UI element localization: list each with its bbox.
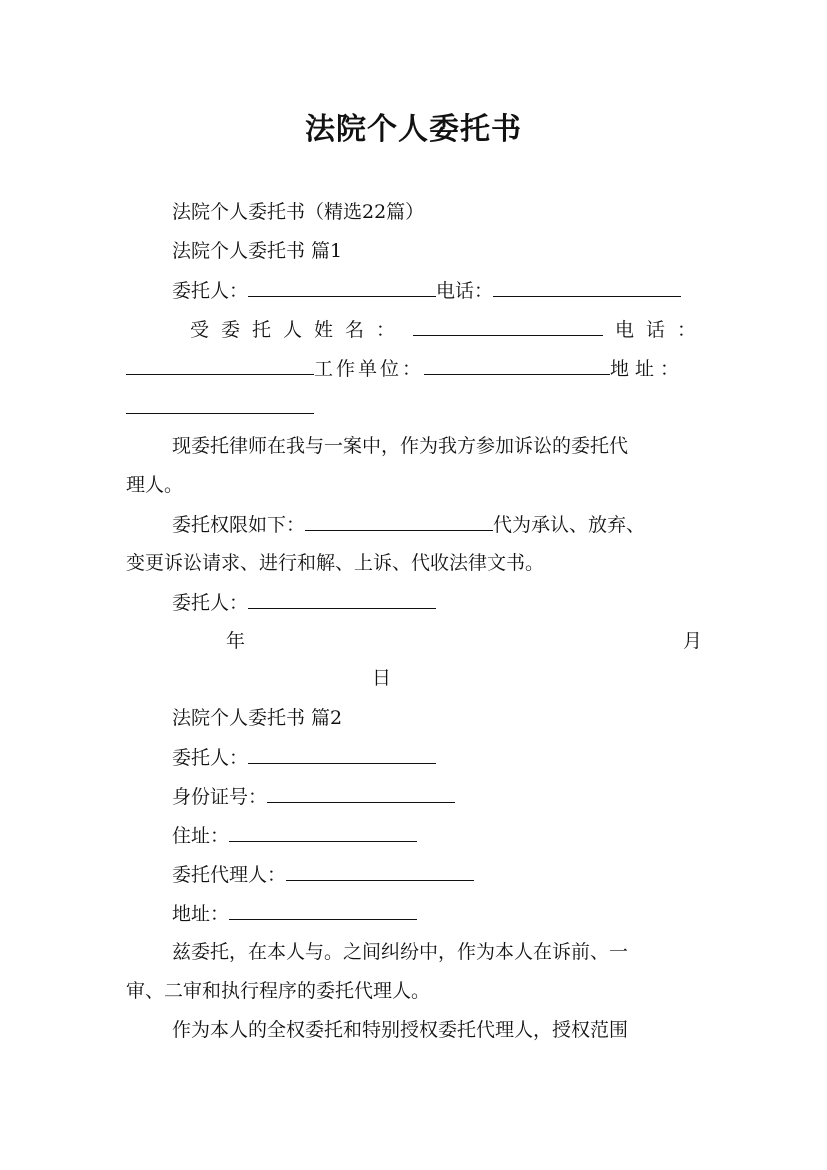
scope-text: 代为承认、放弃、 <box>493 514 646 536</box>
day-label: 日 <box>372 667 392 689</box>
agent-blank <box>286 862 474 881</box>
month-label: 月 <box>682 630 702 652</box>
phone-blank <box>493 278 681 297</box>
residence-blank <box>229 823 417 842</box>
work-unit-blank <box>424 356 610 375</box>
phone-label: 电话： <box>436 280 494 302</box>
date-line <box>226 629 702 653</box>
scope-line <box>172 512 702 537</box>
agent-label: 委托代理人： <box>172 864 287 886</box>
s2-address-label: 地址： <box>172 903 230 925</box>
address-blank <box>126 395 314 414</box>
scope-continuation: 变更诉讼请求、进行和解、上诉、代收法律文书。 <box>126 552 545 574</box>
sign-line <box>172 590 702 615</box>
document-subtitle: 法院个人委托书（精选22篇） <box>172 201 425 223</box>
scope-label: 委托权限如下： <box>172 514 306 536</box>
section2-para2-a: 作为本人的全权委托和特别授权委托代理人，授权范围 <box>172 1019 629 1041</box>
id-label: 身份证号： <box>172 786 268 808</box>
s2-client-blank <box>248 745 436 764</box>
client-blank <box>248 278 436 297</box>
sign-blank <box>248 590 436 609</box>
section1-para1-b: 理人。 <box>126 474 184 496</box>
address-blank-line <box>126 395 702 420</box>
s2-address-line <box>172 901 702 926</box>
address-label: 地址： <box>610 358 686 380</box>
residence-label: 住址： <box>172 825 230 847</box>
residence-line <box>172 823 702 848</box>
agent-line <box>172 862 702 887</box>
client-label: 委托人： <box>172 280 249 302</box>
s2-address-blank <box>229 901 417 920</box>
document-title: 法院个人委托书 <box>305 112 522 147</box>
work-unit-label: 工作单位： <box>314 358 425 380</box>
agent-phone-label: 电话： <box>615 319 709 341</box>
agent-name-line <box>190 317 709 342</box>
s2-client-line <box>172 745 702 770</box>
section2-para1-a: 兹委托，在本人与。之间纠纷中，作为本人在诉前、一 <box>172 941 629 963</box>
section2-heading: 法院个人委托书 篇2 <box>172 707 343 729</box>
agent-phone-blank <box>126 356 314 375</box>
year-label: 年 <box>226 630 246 652</box>
section1-para1-a: 现委托律师在我与一案中，作为我方参加诉讼的委托代 <box>172 435 629 457</box>
s2-client-label: 委托人： <box>172 747 249 769</box>
sign-label: 委托人： <box>172 592 249 614</box>
id-line <box>172 784 702 809</box>
id-blank <box>267 784 455 803</box>
agent-name-blank <box>413 317 603 336</box>
client-phone-line <box>172 278 702 303</box>
work-unit-line <box>126 356 702 381</box>
scope-blank <box>305 512 493 531</box>
agent-name-label: 受委托人姓名： <box>190 319 408 341</box>
section2-para1-b: 审、二审和执行程序的委托代理人。 <box>126 980 431 1002</box>
section1-heading: 法院个人委托书 篇1 <box>172 240 343 262</box>
